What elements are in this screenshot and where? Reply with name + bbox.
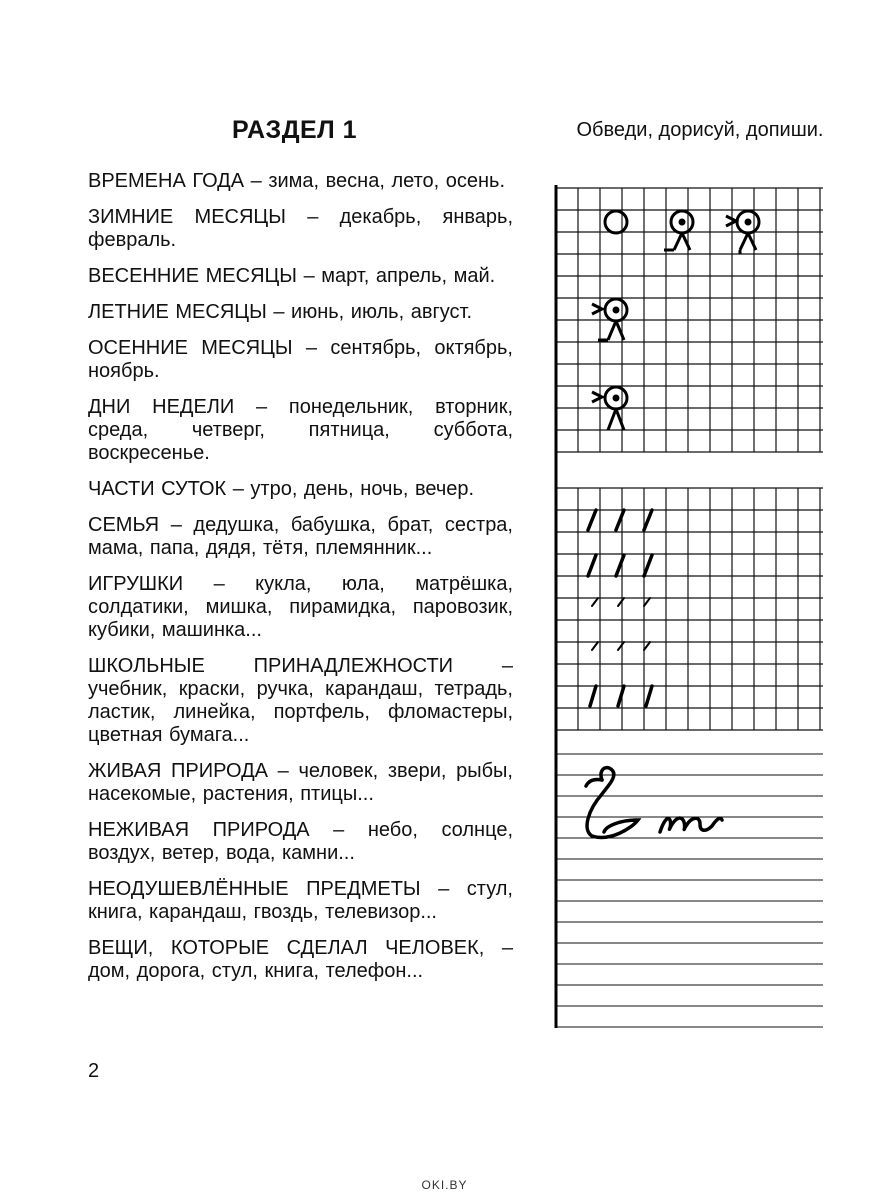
entry-term: ШКОЛЬНЫЕ ПРИНАДЛЕЖНОСТИ (88, 655, 454, 677)
list-item (88, 301, 513, 324)
entry-definition: – март, апрель, май. (297, 265, 496, 287)
list-item (88, 170, 513, 193)
entry-definition: – человек, звери, рыбы, насекомые, растения, птицы... (88, 760, 513, 805)
vocabulary-list (88, 170, 513, 996)
entry-term: ИГРУШКИ (88, 573, 184, 595)
watermark: OKI.BY (421, 1178, 468, 1192)
entry-definition: – небо, солнце, воздух, ветер, вода, камни... (88, 819, 513, 864)
list-item (88, 655, 513, 747)
cursive-letter (660, 818, 722, 832)
entry-definition: – дом, дорога, стул, книга, телефон... (88, 937, 513, 982)
section-title: РАЗДЕЛ 1 (232, 116, 358, 144)
entry-definition: – утро, день, ночь, вечер. (226, 478, 475, 500)
list-item (88, 760, 513, 806)
entry-term: ОСЕННИЕ МЕСЯЦЫ (88, 337, 293, 359)
copybook-worksheet (540, 180, 830, 1030)
stick-figure-icon (664, 211, 693, 250)
entry-term: ЗИМНИЕ МЕСЯЦЫ (88, 206, 286, 228)
page-number: 2 (88, 1060, 100, 1082)
cursive-letter-drawing (586, 768, 722, 838)
entry-term: ЖИВАЯ ПРИРОДА (88, 760, 268, 782)
entry-term: ЛЕТНИЕ МЕСЯЦЫ (88, 301, 267, 323)
list-item (88, 265, 513, 288)
list-item (88, 396, 513, 465)
grid-section-middle (556, 488, 823, 730)
entry-definition: – дедушка, бабушка, брат, сестра, мама, папа, дядя, тётя, племянник... (88, 514, 513, 559)
entry-term: ЧАСТИ СУТОК (88, 478, 227, 500)
list-item (88, 573, 513, 642)
list-item (88, 478, 513, 501)
list-item (88, 819, 513, 865)
entry-term: ВЕЩИ, КОТОРЫЕ СДЕЛАЛ ЧЕЛОВЕК, (88, 937, 485, 959)
exercise-instruction: Обведи, дорисуй, допиши. (576, 119, 824, 141)
slant-stroke-rows (588, 510, 652, 706)
entry-definition: – декабрь, январь, февраль. (88, 206, 514, 251)
circle-outline-icon (605, 211, 627, 233)
entry-definition: – стул, книга, карандаш, гвоздь, телевизор... (88, 878, 513, 923)
list-item (88, 878, 513, 924)
entry-term: НЕОДУШЕВЛЁННЫЕ ПРЕДМЕТЫ (88, 878, 421, 900)
list-item (88, 337, 513, 383)
entry-term: ВЕСЕННИЕ МЕСЯЦЫ (88, 265, 298, 287)
entry-definition: – кукла, юла, матрёшка, солдатики, мишка, пирамидка, паровозик, кубики, машинка... (88, 573, 513, 641)
ruled-lines-section (556, 754, 823, 1027)
entry-definition: – учебник, краски, ручка, карандаш, тетрадь, ластик, линейка, портфель, фломастеры, цветная бумага... (88, 655, 513, 746)
list-item (88, 937, 513, 983)
entry-term: ВРЕМЕНА ГОДА (88, 170, 245, 192)
entry-definition: – сентябрь, октябрь, ноябрь. (88, 337, 513, 382)
entry-definition: – понедельник, вторник, среда, четверг, пятница, суббота, воскресенье. (88, 396, 514, 464)
entry-term: НЕЖИВАЯ ПРИРОДА (88, 819, 310, 841)
entry-term: СЕМЬЯ (88, 514, 160, 536)
entry-definition: – июнь, июль, август. (266, 301, 473, 323)
list-item (88, 206, 513, 252)
list-item (88, 514, 513, 560)
entry-definition: – зима, весна, лето, осень. (244, 170, 506, 192)
entry-term: ДНИ НЕДЕЛИ (88, 396, 235, 418)
grid-section-top (556, 188, 823, 452)
